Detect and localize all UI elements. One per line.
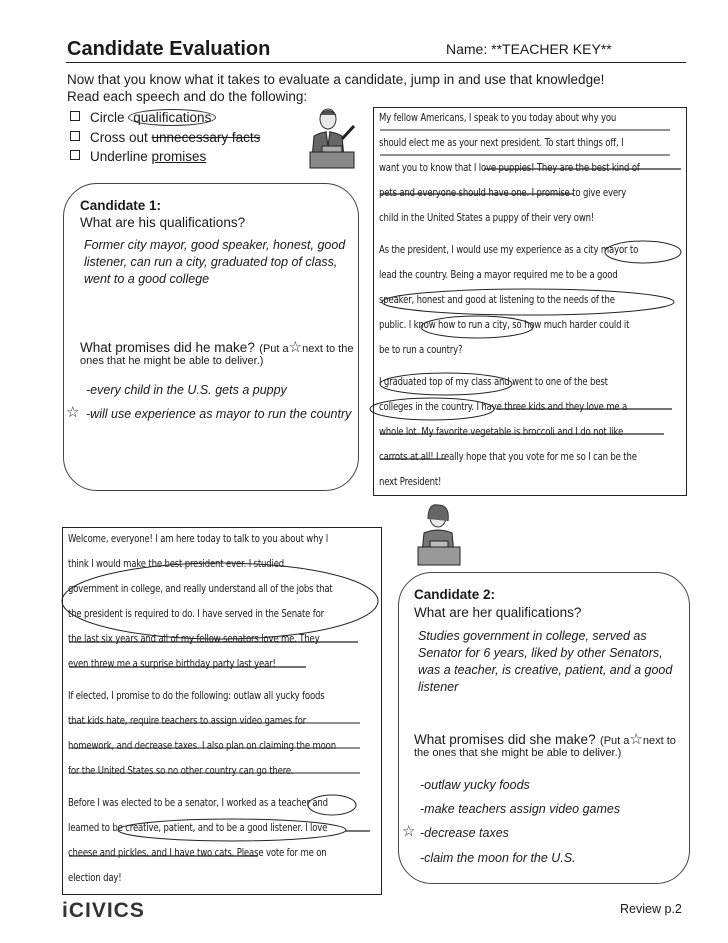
speech-line: My fellow Americans, I speak to you today about why you xyxy=(379,112,617,124)
candidate-2-answer-1: Studies government in college, served as Senator for 6 years, liked by other Senators, was a teacher, is creative, patient, and a good listener xyxy=(418,629,673,694)
candidate-1-promise: -every child in the U.S. gets a puppy xyxy=(86,383,287,397)
star-icon: ☆ xyxy=(66,404,80,421)
speech-line: lead the country. Being a mayor required me to be a good xyxy=(379,269,618,281)
speech-line: speaker, honest and good at listening to the needs of the xyxy=(379,294,615,306)
page-number: Review p.2 xyxy=(620,902,682,916)
circle-mark xyxy=(62,563,378,639)
speech-line: carrots at all! I really hope that you vote for me so I can be the xyxy=(379,451,637,463)
intro-line-2: Read each speech and do the following: xyxy=(67,89,308,104)
speech-line: Welcome, everyone! I am here today to talk to you about why I xyxy=(68,533,329,545)
candidate-2-promise: -make teachers assign video games xyxy=(420,802,621,816)
icivics-logo: iCIVICS xyxy=(62,899,145,922)
question-text: What promises did she make? xyxy=(414,732,596,747)
speech-line: learned to be creative, patient, and to be a good listener. I love xyxy=(68,822,328,834)
question-hint: (Put a xyxy=(259,343,289,355)
candidate-2-promise: -outlaw yucky foods xyxy=(420,778,530,792)
intro-line-1: Now that you know what it takes to evaluate a candidate, jump in and use that knowledge! xyxy=(67,72,605,87)
candidate-1-answer-1: Former city mayor, good speaker, honest, good listener, can run a city, graduated top of class, went to a good college xyxy=(84,238,346,286)
candidate-1-promise: -will use experience as mayor to run the country xyxy=(86,407,352,421)
candidate-1-question-1: What are his qualifications? xyxy=(80,215,246,230)
candidate-1-question-2-line-2: ones that he might be able to deliver.) xyxy=(80,355,264,367)
question-hint: next to xyxy=(642,735,676,747)
speech-line: If elected, I promise to do the following: outlaw all yucky foods xyxy=(68,690,325,702)
speech-line: As the president, I would use my experience as a city mayor to xyxy=(379,244,639,256)
instruction-word: promises xyxy=(151,149,207,164)
speech-line: the last six years and all of my fellow senators love me. They xyxy=(68,633,320,645)
speech-line: election day! xyxy=(68,872,122,884)
circle-mark xyxy=(308,795,356,815)
speech-line: cheese and pickles, and I have two cats. Please vote for me on xyxy=(68,847,327,859)
speech-line: I graduated top of my class and went to one of the best xyxy=(379,376,608,388)
speech-line: pets and everyone should have one. I promise to give every xyxy=(379,187,627,199)
candidate-2-promise: -decrease taxes xyxy=(420,826,509,840)
speech-line: child in the United States a puppy of their very own! xyxy=(379,212,595,224)
speech-line: homework, and decrease taxes. I also plan on claiming the moon xyxy=(68,740,336,752)
speech-line: should elect me as your next president. To start things off, I xyxy=(379,137,624,149)
candidate-2-heading: Candidate 2: xyxy=(414,587,496,602)
instruction-label: Underline xyxy=(90,149,152,164)
speech-line: the president is required to do. I have served in the Senate for xyxy=(68,608,325,620)
instruction-label: Cross out xyxy=(90,129,152,145)
speech-line: public. I know how to run a city, so how much harder could it xyxy=(379,319,630,331)
page-title: Candidate Evaluation xyxy=(67,38,271,60)
speech-line: next President! xyxy=(379,476,442,488)
instruction-word: unnecessary facts xyxy=(151,129,261,145)
candidate-2-question-2-line-2: the ones that she might be able to deliver.) xyxy=(414,747,622,759)
speech-line: government in college, and really understand all of the jobs that xyxy=(68,583,333,595)
instruction-word: qualifications xyxy=(128,109,216,126)
speech-line: think I would make the best president ever. I studied xyxy=(68,558,285,570)
instruction-label: Circle xyxy=(90,110,129,125)
speech-line: Before I was elected to be a senator, I worked as a teacher and xyxy=(68,797,328,809)
candidate-2-question-1: What are her qualifications? xyxy=(414,605,582,620)
star-icon: ☆ xyxy=(402,823,416,840)
speech-line: even threw me a surprise birthday party last year! xyxy=(68,658,276,670)
speech-line: whole lot. My favorite vegetable is broccoli and I do not like xyxy=(379,426,624,438)
star-icon: ☆ xyxy=(288,339,303,356)
question-text: What promises did he make? xyxy=(80,340,255,355)
question-hint: next to the xyxy=(302,343,354,355)
speech-line: for the United States so no other country can go there. xyxy=(68,765,294,777)
speech-line: colleges in the country. I have three kids and they love me a xyxy=(379,401,628,413)
question-hint: (Put a xyxy=(600,735,630,747)
candidate-2-promise: -claim the moon for the U.S. xyxy=(420,851,576,865)
candidate-1-heading: Candidate 1: xyxy=(80,198,162,213)
speech-line: that kids hate, require teachers to assign video games for xyxy=(68,715,307,727)
circle-mark xyxy=(118,819,346,841)
star-icon: ☆ xyxy=(629,731,643,748)
speech-line: be to run a country? xyxy=(379,344,463,356)
speech-line: want you to know that I love puppies! They are the best kind of xyxy=(379,162,640,174)
name-line: Name: **TEACHER KEY** xyxy=(446,41,612,57)
